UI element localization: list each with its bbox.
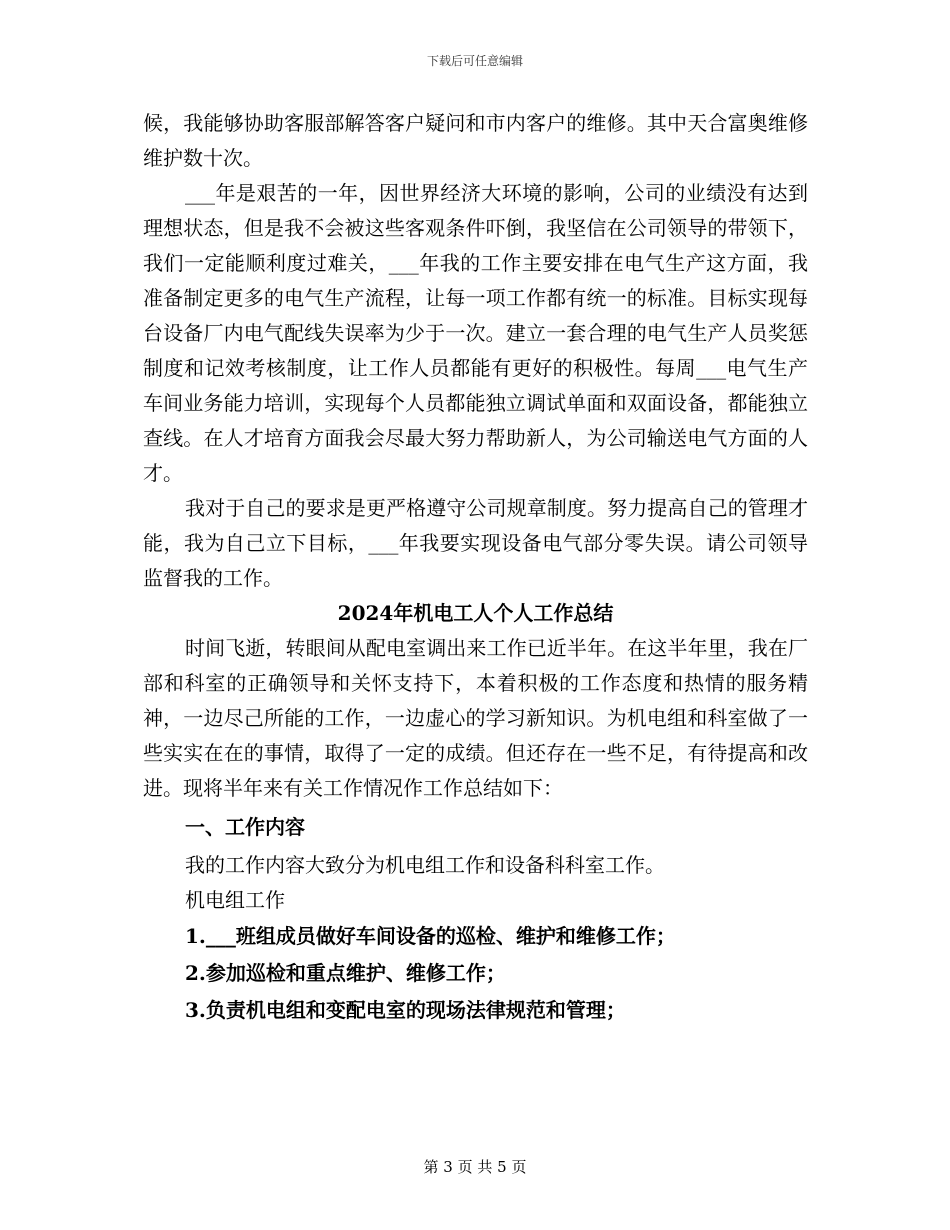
paragraph-self-requirement: 我对于自己的要求是更严格遵守公司规章制度。努力提高自己的管理才能，我为自己立下目标，___年我要实现设备电气部分零失误。请公司领导监督我的工作。	[143, 496, 808, 590]
subheading-mechanical-group: 机电组工作	[185, 888, 285, 912]
section-heading: 一、工作内容	[185, 815, 305, 839]
paragraph-continuation: 候，我能够协助客服部解答客户疑问和市内客户的维修。其中天合富奥维修维护数十次。	[143, 111, 808, 170]
page-header-note: 下载后可任意编辑	[426, 54, 523, 68]
list-item: 1.___班组成员做好车间设备的巡检、维护和维修工作；	[185, 924, 676, 948]
paragraph-plan: ___年是艰苦的一年，因世界经济大环境的影响，公司的业绩没有达到理想状态，但是我不会被这些客观条件吓倒，我坚信在公司领导的带领下，我们一定能顺利度过难关，___年我的工作主要安排在电气生产这方面，我准备制定更多的电气生产流程，让每一项工作都有统一的标准。目标实现每台设备厂内电气配线失误率为少于一次。建立一套合理的电气生产人员奖惩制度和记效考核制度，让工作人员都能有更好的积极性。每周___电气生产车间业务能力培训，实现每个人员都能独立调试单面和双面设备，都能独立查线。在人才培育方面我会尽最大努力帮助新人，为公司输送电气方面的人才。	[143, 181, 808, 485]
paragraph-work-scope: 我的工作内容大致分为机电组工作和设备科科室工作。	[185, 853, 665, 877]
document-title: 2024年机电工人个人工作总结	[337, 601, 614, 625]
list-item: 3.负责机电组和变配电室的现场法律规范和管理；	[185, 998, 626, 1022]
list-item: 2.参加巡检和重点维护、维修工作；	[185, 961, 506, 985]
page-number: 第 3 页 共 5 页	[423, 1158, 527, 1176]
document-body	[143, 106, 808, 1029]
paragraph-intro: 时间飞逝，转眼间从配电室调出来工作已近半年。在这半年里，我在厂部和科室的正确领导和关怀支持下，本着积极的工作态度和热情的服务精神，一边尽己所能的工作，一边虚心的学习新知识。为机电组和科室做了一些实实在在的事情，取得了一定的成绩。但还存在一些不足，有待提高和改进。现将半年来有关工作情况作工作总结如下：	[143, 636, 808, 800]
